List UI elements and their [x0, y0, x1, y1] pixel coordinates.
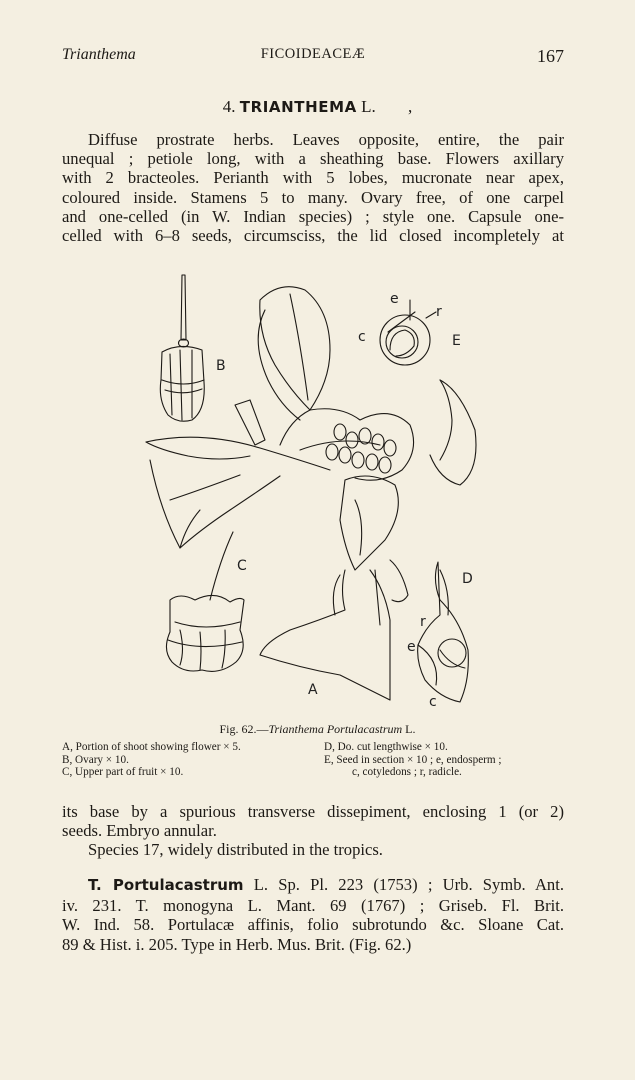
figure-label-e: E: [452, 333, 461, 349]
caption-species: Trianthema Portulacastrum: [268, 722, 403, 736]
figure-label-e-endosperm: e: [390, 291, 399, 307]
description-line: seeds. Embryo annular.: [62, 821, 217, 841]
running-head: [62, 46, 564, 68]
species-entry-line: W. Ind. 58. Portulacæ affinis, folio subrotundo &c. Sloane Cat.: [62, 915, 564, 934]
description-line: unequal ; petiole long, with a sheathing base. Flowers axillary: [62, 149, 564, 169]
description-continuation: [62, 802, 564, 860]
figure-c-fruit: [166, 532, 244, 671]
figure-a-stamens: [326, 424, 396, 473]
species-count: Species 17, widely distributed in the tropics.: [88, 840, 383, 860]
figure-label-c: C: [237, 558, 247, 574]
genus-number: 4.: [222, 97, 236, 116]
figure-e-seed: [380, 300, 436, 365]
genus-name: TRIANTHEMA: [239, 98, 357, 116]
description-line: its base by a spurious transverse dissepiment, enclosing 1 (or 2): [62, 802, 564, 821]
legend-item: C, Upper part of fruit × 10.: [62, 766, 184, 779]
species-entry-line: [62, 875, 564, 896]
description-line: with 2 bracteoles. Perianth with 5 lobes, mucronate near apex,: [62, 168, 564, 188]
species-entry-line: iv. 231. T. monogyna L. Mant. 69 (1767) ; Griseb. Fl. Brit.: [62, 895, 564, 915]
running-head-family: FICOIDEACEÆ: [260, 46, 366, 62]
legend-right-column: [324, 741, 567, 779]
description-line: coloured inside. Stamens 5 to many. Ovary free, of one carpel: [62, 187, 564, 207]
figure-label-d-r: r: [420, 614, 426, 630]
figure-label-c-cotyledon: c: [358, 329, 366, 345]
description-line: celled with 6–8 seeds, circumsciss, the lid closed incompletely at: [62, 226, 564, 246]
legend-item: E, Seed in section × 10 ; e, endosperm ;: [324, 753, 502, 766]
figure-b-ovary: [160, 275, 204, 421]
legend-left-column: [62, 741, 302, 779]
genus-description: [62, 130, 564, 245]
species-entry-line: 89 & Hist. i. 205. Type in Herb. Mus. Brit. (Fig. 62.): [62, 934, 412, 954]
legend-item: A, Portion of shoot showing flower × 5.: [62, 741, 241, 753]
legend-item: B, Ovary × 10.: [62, 753, 129, 766]
figure-label-d-c: c: [429, 694, 437, 710]
botanical-illustration: [140, 270, 500, 715]
figure-d-section: [418, 562, 469, 702]
page-number: 167: [537, 46, 564, 66]
species-entry: [62, 875, 564, 954]
caption-prefix: Fig. 62.—: [219, 722, 269, 736]
illustration-drawing: [140, 270, 500, 715]
caption-author: L.: [402, 722, 416, 736]
description-line: Diffuse prostrate herbs. Leaves opposite, entire, the pair: [88, 130, 564, 149]
species-name: T. Portulacastrum: [88, 876, 244, 894]
legend-item: c, cotyledons ; r, radicle.: [352, 766, 462, 779]
figure-label-d: D: [462, 571, 473, 587]
figure-caption: [0, 722, 635, 737]
figure-label-r-radicle: r: [436, 304, 442, 320]
genus-heading-mark: ,: [407, 97, 413, 116]
species-citation: L. Sp. Pl. 223 (1753) ; Urb. Symb. Ant.: [253, 875, 564, 894]
genus-heading: [0, 97, 635, 117]
genus-author: L.: [361, 97, 376, 116]
figure-label-d-e: e: [407, 639, 416, 655]
figure-label-a: A: [308, 682, 318, 698]
legend-item: D, Do. cut lengthwise × 10.: [324, 741, 448, 753]
figure-label-b: B: [216, 358, 226, 374]
running-head-genus: Trianthema: [62, 46, 136, 63]
description-line: and one-celled (in W. Indian species) ; style one. Capsule one-: [62, 206, 564, 226]
figure-a-shoot: [146, 287, 476, 700]
